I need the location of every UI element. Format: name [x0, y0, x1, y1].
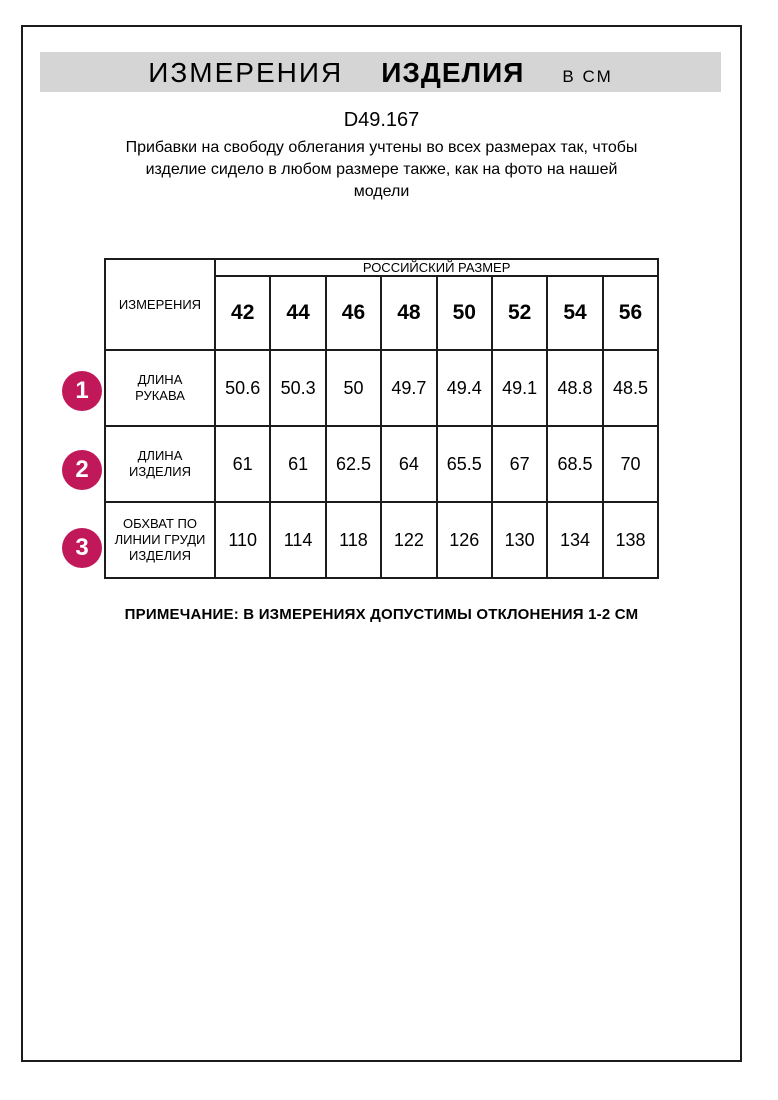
row-marker-number: 3 [75, 534, 89, 561]
value-cell: 61 [270, 426, 325, 502]
value-cell: 114 [270, 502, 325, 578]
title-band-inner [148, 57, 612, 89]
value-cell: 50.6 [215, 350, 270, 426]
value-cell: 65.5 [437, 426, 492, 502]
row-marker-3 [62, 528, 102, 568]
value-cell: 70 [603, 426, 658, 502]
title-band [40, 52, 721, 92]
value-cell: 64 [381, 426, 436, 502]
size-header-cell: 54 [547, 276, 602, 350]
value-cell: 49.7 [381, 350, 436, 426]
product-description-line: изделие сидело в любом размере также, как на фото на нашей [145, 161, 618, 178]
table-row-sleeve-length [105, 350, 658, 426]
size-header-cell: 42 [215, 276, 270, 350]
value-cell: 49.1 [492, 350, 547, 426]
row-marker-number: 1 [75, 377, 89, 404]
product-description-line: Прибавки на свободу облегания учтены во всех размерах так, чтобы [125, 139, 638, 156]
table-row-chest-girth [105, 502, 658, 578]
product-description [89, 137, 674, 203]
value-cell: 49.4 [437, 350, 492, 426]
value-cell: 62.5 [326, 426, 381, 502]
size-header-cell: 46 [326, 276, 381, 350]
page-title-word-measurements: ИЗМЕРЕНИЯ [148, 57, 344, 88]
row-label: ДЛИНА РУКАВА [105, 350, 215, 426]
value-cell: 126 [437, 502, 492, 578]
value-cell: 118 [326, 502, 381, 578]
product-code: D49.167 [343, 109, 420, 131]
row-marker-2 [62, 450, 102, 490]
value-cell: 130 [492, 502, 547, 578]
size-header-cell: 50 [437, 276, 492, 350]
value-cell: 61 [215, 426, 270, 502]
value-cell: 122 [381, 502, 436, 578]
value-cell: 50 [326, 350, 381, 426]
row-label: ОБХВАТ ПО ЛИНИИ ГРУДИ ИЗДЕЛИЯ [105, 502, 215, 578]
product-description-line: модели [353, 183, 410, 200]
size-table [104, 258, 659, 579]
tolerance-note: ПРИМЕЧАНИЕ: В ИЗМЕРЕНИЯХ ДОПУСТИМЫ ОТКЛОНЕНИЯ 1-2 СМ [124, 606, 639, 623]
value-cell: 110 [215, 502, 270, 578]
value-cell: 68.5 [547, 426, 602, 502]
value-cell: 67 [492, 426, 547, 502]
size-header-cell: 44 [270, 276, 325, 350]
size-header-cell: 52 [492, 276, 547, 350]
page-title-units: В СМ [562, 67, 613, 86]
table-header-row [105, 259, 658, 276]
value-cell: 138 [603, 502, 658, 578]
size-header-cell: 48 [381, 276, 436, 350]
row-marker-number: 2 [75, 456, 89, 483]
russian-size-group-header: РОССИЙСКИЙ РАЗМЕР [215, 259, 658, 276]
value-cell: 50.3 [270, 350, 325, 426]
row-marker-1 [62, 371, 102, 411]
value-cell: 134 [547, 502, 602, 578]
value-cell: 48.8 [547, 350, 602, 426]
table-row-item-length [105, 426, 658, 502]
page-title-word-product: ИЗДЕЛИЯ [381, 57, 525, 88]
value-cell: 48.5 [603, 350, 658, 426]
measure-column-header: ИЗМЕРЕНИЯ [105, 259, 215, 350]
row-label: ДЛИНА ИЗДЕЛИЯ [105, 426, 215, 502]
size-header-cell: 56 [603, 276, 658, 350]
